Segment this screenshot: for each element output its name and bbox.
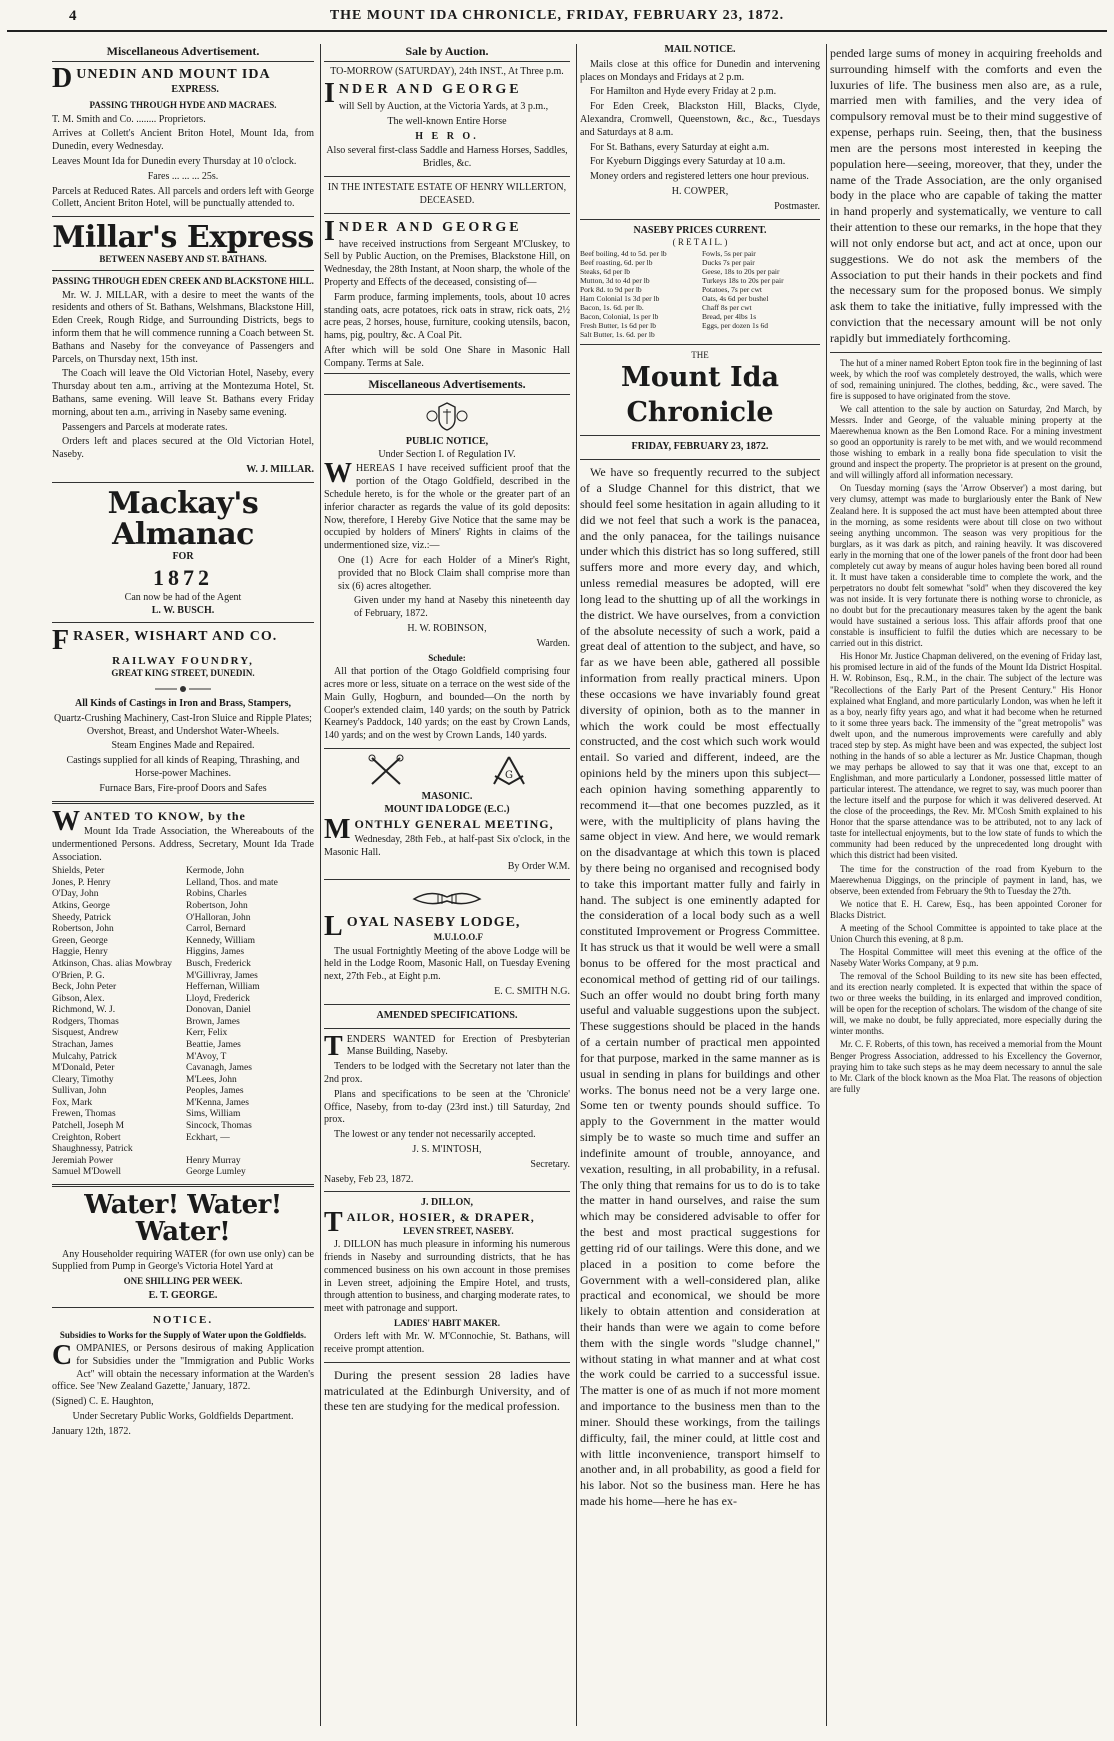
person-name: Green, George bbox=[52, 935, 108, 946]
person-name: Shaughnessy, Patrick bbox=[52, 1144, 133, 1155]
column-2 bbox=[324, 44, 577, 1726]
ad-heading: UNEDIN AND MOUNT IDA bbox=[76, 67, 271, 83]
column-3 bbox=[580, 44, 827, 1726]
ad-heading: NDER AND GEORGE bbox=[338, 82, 522, 98]
ad-after: After which will be sold One Share in Masonic Hall Company. Terms at Sale. bbox=[324, 344, 570, 369]
news-paragraph: The Hospital Committee will meet this evening at the office of the Naseby Water Works Company, at 9 p.m. bbox=[830, 946, 1102, 969]
foundry-item: Steam Engines Made and Repaired. bbox=[111, 740, 255, 752]
ad-title: PUBLIC NOTICE, bbox=[405, 435, 489, 447]
ad-signature-title: Warden. bbox=[536, 637, 570, 649]
ad-date: January 12th, 1872. bbox=[52, 1425, 131, 1437]
news-paragraph: His Honor Mr. Justice Chapman delivered, on the evening of Friday last, his promised lecture in aid of the funds of the Mount Ida District Hospital. H. W. Robinson, Esq., R.M., in the chair. The subject of the lecture was "Recollections of the Early Part of the Present Century." His Honor explained what England, and more particularly London, was when he left it as a boy, nearly fifty years ago, and what it had become when he returned to it some three years back. The immensity of the "great metropolis" was dwelt upon, and the numerous improvements were carefully and ably traced step by step. As might have been and was expected, the subject lost nothing in the hands of so able a lecturer as Mr. Justice Chapman, though we may perhaps be allowed to say that it was one that, except to an Englishman, and more particularly a Londoner, possessed little matter of particular interest. The attendance, we regret to say, was much poorer than the lecture itself and the purpose for which it was delivered deserved. At the close of the proceedings, the Rev. Mr. M'Cosh Smith explained to his Honor that the sparse attendance was to be attributed, not to any lack of taste for intellectual enjoyments, but to the low state of funds to which the community had been reduced by the unprecedented long drought with which this district had been visited. bbox=[830, 651, 1102, 861]
almanac-year: 1872 bbox=[153, 564, 213, 590]
person-name: O'Day, John bbox=[52, 889, 99, 900]
person-name: Kennedy, William bbox=[186, 935, 256, 946]
mail-notice-line: For Hamilton and Hyde every Friday at 2 p.m. bbox=[590, 86, 777, 98]
ad-lodge: MOUNT IDA LODGE (E.C.) bbox=[384, 803, 510, 815]
ad-body: have received instructions from Sergeant M'Cluskey, to Sell by Public Auction, on the Premises, Blackstone Hill, on Wednesday, the 28th Instant, at Noon sharp, the whole of the Property and Effects of the deceased, consisting of— bbox=[324, 238, 570, 288]
ad-agent-name: L. W. BUSCH. bbox=[151, 604, 215, 616]
ad-title: NOTICE. bbox=[152, 1314, 214, 1327]
ad-subheading: Under Section I. of Regulation IV. bbox=[378, 448, 516, 460]
ad-body: Mr. W. J. MILLAR, with a desire to meet the wants of the residents and others of St. Bathans, Welshmans, Blackstone Hill, Eden Creek, Rough Ridge, and Surrounding Districts, begs to inform them that he will commence running a Coach between St. Bathans and Naseby for the conveyance of Passengers and Parcels, on Thursday next, 15th inst. bbox=[52, 289, 314, 365]
person-name: Robertson, John bbox=[52, 924, 114, 935]
ad-orders: Orders left with Mr. W. M'Connochie, St. Bathans, will receive prompt attention. bbox=[324, 1331, 570, 1356]
ad-date: TO-MORROW (SATURDAY), 24th INST., At Three p.m. bbox=[330, 66, 564, 78]
price-item: Bacon, 1s. 6d. per lb. bbox=[580, 302, 644, 312]
ad-size: One (1) Acre for each Holder of a Miner's Right, provided that no Block Claim shall comprise more than six (6) acres altogether. bbox=[338, 555, 570, 592]
news-paragraph: During the present session 28 ladies have matriculated at the Edinburgh University, and of these ten are studying for the medical profession. bbox=[324, 1368, 570, 1414]
price-item: Eggs, per dozen 1s 6d bbox=[702, 320, 769, 330]
masthead-title: THE MOUNT IDA CHRONICLE, FRIDAY, FEBRUARY 23, 1872. bbox=[329, 8, 785, 23]
price-item: Fresh Butter, 1s 6d per lb bbox=[580, 320, 656, 330]
drop-cap: C bbox=[52, 1340, 73, 1372]
person-name: Richmond, W. J. bbox=[52, 1005, 116, 1016]
person-name: Gibson, Alex. bbox=[52, 993, 105, 1004]
missing-persons-list bbox=[52, 866, 314, 1179]
chronicle-title: Mount Ida Chronicle bbox=[620, 362, 780, 428]
prices-title: NASEBY PRICES CURRENT. bbox=[633, 224, 767, 236]
ad-body: Mount Ida Trade Association, the Whereabouts of the undermentioned Persons. Address, Secretary, Mount Ida Trade Association. bbox=[52, 825, 314, 863]
masonic-emblems bbox=[324, 754, 570, 788]
ad-title: AMENDED SPECIFICATIONS. bbox=[376, 1009, 518, 1021]
person-name: Lelland, Thos. and mate bbox=[186, 877, 278, 888]
masonic-ad bbox=[324, 754, 570, 874]
ad-subheading: M.U.I.O.O.F bbox=[433, 932, 483, 943]
ad-body: HEREAS I have received sufficient proof that the portion of the Otago Goldfield, described in the Schedule hereto, is for the whole or the greater part of an inferior character as regards the value of its gold deposits: Now, therefore, I Hereby Give Notice that the same may be occupied by holders of Miners' Rights in claims of the undermentioned size, viz.:— bbox=[324, 463, 570, 552]
news-paragraph: A meeting of the School Committee is appointed to take place at the Union Church this evening, at 8 p.m. bbox=[830, 922, 1102, 944]
person-name: Atkins, George bbox=[52, 901, 110, 912]
person-name: Cleary, Timothy bbox=[52, 1074, 114, 1085]
ad-items: Farm produce, farming implements, tools, about 10 acres standing oats, acre potatoes, rick oats in straw, rick oats, 2½ acre peas, 2 horses, house, furniture, cooking utensils, bacon, hams, pig, poultry, &c. A Coal Pit. bbox=[324, 291, 570, 342]
ad-heading: ANTED TO KNOW, by the bbox=[84, 808, 246, 823]
notice-ad bbox=[52, 1313, 314, 1438]
mail-notice-line: Mails close at this office for Dunedin and intervening places on Mondays and Fridays at 2 p.m. bbox=[580, 58, 820, 83]
person-name: Haggie, Henry bbox=[52, 947, 108, 958]
ad-body: will Sell by Auction, at the Victoria Yards, at 3 p.m., bbox=[338, 101, 549, 113]
ad-fares: Fares ... ... ... 25s. bbox=[147, 170, 219, 182]
ad-body: Plans and specifications to be seen at the 'Chronicle' Office, Naseby, from to-day (23rd inst.) till Saturday, 2nd prox. bbox=[324, 1088, 570, 1126]
price-item: Geese, 18s to 20s per pair bbox=[702, 266, 780, 276]
ad-subheading: Subsidies to Works for the Supply of Water upon the Goldfields. bbox=[59, 1329, 307, 1340]
chronicle-date: FRIDAY, FEBRUARY 23, 1872. bbox=[631, 441, 769, 453]
mail-notice-line: For St. Bathans, every Saturday at eight a.m. bbox=[590, 141, 770, 153]
ad-signature: H. W. ROBINSON, bbox=[407, 623, 487, 635]
ad-body: Wednesday, 28th Feb., at half-past Six o'clock, in the Masonic Hall. bbox=[324, 833, 570, 858]
person-name: Jones, P. Henry bbox=[52, 877, 111, 888]
misc-advertisements-header: Miscellaneous Advertisements. bbox=[324, 373, 570, 395]
foundry-item: Quartz-Crushing Machinery, Cast-Iron Sluice and Ripple Plates; Overshot, Breast, and Undershot Water-Wheels. bbox=[54, 712, 312, 737]
ad-office: Under Secretary Public Works, Goldfields Department. bbox=[72, 1411, 294, 1422]
dunedin-express-ad bbox=[52, 63, 314, 211]
ad-signature: W. J. MILLAR. bbox=[246, 464, 314, 476]
ad-subheading: EXPRESS. bbox=[171, 84, 219, 96]
mail-signature: H. COWPER, bbox=[671, 185, 729, 197]
price-item: Mutton, 3d to 4d per lb bbox=[580, 275, 650, 285]
ad-agent: Can now be had of the Agent bbox=[124, 591, 242, 603]
clasped-hands-icon bbox=[324, 885, 570, 911]
ad-date: Naseby, Feb 23, 1872. bbox=[324, 1173, 414, 1185]
person-name: O'Brien, P. G. bbox=[52, 970, 105, 981]
ad-body: The usual Fortnightly Meeting of the above Lodge will be held in the Lodge Room, Masonic Hall, on Tuesday Evening next, 27th Feb., at Eight p.m. bbox=[324, 945, 570, 983]
person-name: Peoples, James bbox=[186, 1086, 244, 1097]
price-item: Salt Butter, 1s. 6d. per lb bbox=[580, 329, 655, 339]
foundry-ad bbox=[52, 625, 314, 795]
person-name: Kerr, Felix bbox=[186, 1028, 228, 1039]
names-left-column bbox=[52, 866, 180, 1179]
person-name: M'Gillivray, James bbox=[186, 970, 258, 981]
mail-notice-line: Money orders and registered letters one hour previous. bbox=[590, 171, 809, 183]
ad-signature: J. S. M'INTOSH, bbox=[412, 1144, 482, 1156]
schedule-title: Schedule: bbox=[428, 652, 466, 663]
news-paragraph: On Tuesday morning (says the 'Arrow Observer') a most daring, but very clumsy, attempt was made to burglariously enter the Bank of New Zealand here. It is supposed the act must have been attempted about three in the morning, as some residents were about till close on two without seeing anything uncommon. The season was very propitious for the burglars, as it was dark as pitch, and raining heavily. It was discovered early in the morning that one of the lower panels of the front door had been completely cut away by means of augur holes having been bored all round it. It must have taken a considerable time to complete the work, and the perpetrators no doubt felt somewhat "sold" when they discovered the key was not inside. It is very fortunate there is nothing worse to chronicle, as no doubt but for the precautionary measures taken by the agent the bank would have sustained a serious loss. This affair affords proof that one constable is insufficient to fulfil the duties which are necessary to be carried out in this district. bbox=[830, 483, 1102, 649]
person-name: M'Avoy, T bbox=[186, 1051, 227, 1062]
prices-left-column bbox=[580, 249, 698, 339]
person-name: George Lumley bbox=[186, 1167, 246, 1178]
foundry-item: All Kinds of Castings in Iron and Brass, Stampers, bbox=[75, 697, 291, 709]
person-name: M'Lees, John bbox=[186, 1074, 237, 1085]
loyal-naseby-lodge-ad bbox=[324, 885, 570, 999]
misc-advertisement-header: Miscellaneous Advertisement. bbox=[52, 44, 314, 62]
prices-subtitle: ( R E T A I L. ) bbox=[672, 237, 728, 248]
person-name: Sincock, Thomas bbox=[186, 1121, 252, 1132]
almanac-ad bbox=[52, 485, 314, 618]
person-name: Robertson, John bbox=[186, 901, 248, 912]
ad-signature: By Order W.M. bbox=[507, 861, 570, 873]
person-name: Beattie, James bbox=[186, 1039, 241, 1050]
person-name bbox=[186, 1144, 314, 1156]
person-name: Fox, Mark bbox=[52, 1097, 93, 1108]
ad-heading: ENDERS WANTED for Erection of Presbyterian Manse Building, Naseby. bbox=[346, 1033, 570, 1058]
amended-specifications-ad bbox=[324, 1010, 570, 1187]
person-name: M'Kenna, James bbox=[186, 1097, 249, 1108]
person-name: Henry Murray bbox=[186, 1155, 241, 1166]
person-name: Patchell, Joseph M bbox=[52, 1121, 125, 1132]
wanted-to-know-ad bbox=[52, 805, 314, 1179]
ad-signature: (Signed) C. E. Haughton, bbox=[52, 1396, 154, 1408]
news-paragraph: The removal of the School Building to its new site has been effected, and its erection nearly completed. It is expected that within the space of two or three weeks the building, in its enlarged and improved condition, will be open for the reception of scholars. The wisdom of the change of site will, we make no doubt, be fully appreciated, more especially during the winter months. bbox=[830, 971, 1102, 1037]
person-name: Frewen, Thomas bbox=[52, 1109, 116, 1120]
ad-body: Also several first-class Saddle and Harness Horses, Saddles, Bridles, &c. bbox=[326, 145, 568, 170]
ad-body: The Coach will leave the Old Victorian Hotel, Naseby, every Thursday about ten a.m., arriving at the Montezuma Hotel, St. Bathans, same evening. Will leave St. Bathans every Friday morning, about ten a.m., arriving in Naseby same evening. bbox=[52, 368, 314, 418]
drop-cap: W bbox=[52, 805, 80, 837]
ad-for: FOR bbox=[172, 550, 194, 562]
prices-table bbox=[580, 249, 820, 339]
person-name: Sheedy, Patrick bbox=[52, 912, 112, 923]
masthead bbox=[7, 4, 1107, 32]
person-name: Lloyd, Frederick bbox=[186, 993, 250, 1004]
ad-route: PASSING THROUGH EDEN CREEK AND BLACKSTONE HILL. bbox=[52, 276, 314, 287]
person-name: Cavanagh, James bbox=[186, 1063, 252, 1074]
person-name: Brown, James bbox=[186, 1016, 240, 1027]
mail-notice-line: For Eden Creek, Blackston Hill, Blacks, Clyde, Alexandra, Cromwell, Queenstown, &c., &c., Tuesdays and Saturdays at 8 a.m. bbox=[580, 101, 820, 138]
person-name: Mulcahy, Patrick bbox=[52, 1051, 117, 1062]
dillon-tailor-ad bbox=[324, 1197, 570, 1357]
square-compass-icon bbox=[489, 754, 529, 788]
ad-name: J. DILLON, bbox=[421, 1197, 473, 1209]
price-item: Chaff 8s per cwt bbox=[702, 302, 752, 312]
coat-of-arms-icon bbox=[324, 399, 570, 433]
ad-body: Orders left and places secured at the Old Victorian Hotel, Naseby. bbox=[52, 436, 314, 461]
price-item: Ham Colonial 1s 3d per lb bbox=[580, 293, 660, 303]
foundry-item: Furnace Bars, Fire-proof Doors and Safes bbox=[99, 782, 267, 794]
mail-notice-line: For Kyeburn Diggings every Saturday at 10 a.m. bbox=[590, 156, 786, 168]
person-name: Atkinson, Chas. alias Mowbray bbox=[52, 958, 173, 969]
price-item: Turkeys 18s to 20s per pair bbox=[702, 275, 784, 285]
ad-street: GREAT KING STREET, DUNEDIN. bbox=[111, 668, 255, 679]
person-name: Busch, Frederick bbox=[186, 958, 251, 969]
column-1 bbox=[52, 44, 321, 1726]
price-item: Pork 8d. to 9d per lb bbox=[580, 284, 642, 294]
millar-express-ad bbox=[52, 222, 314, 477]
ad-body: Any Householder requiring WATER (for own use only) can be Supplied from Pump in George's Victoria Hotel Yard at bbox=[52, 1248, 314, 1273]
price-item: Beef boiling, 4d to 5d. per lb bbox=[580, 248, 667, 258]
drop-cap: M bbox=[324, 813, 351, 845]
ad-title: Mackay's Almanac bbox=[107, 485, 259, 553]
ad-body: The well-known Entire Horse bbox=[387, 115, 507, 127]
ad-arrives: Arrives at Collett's Ancient Briton Hotel, Mount Ida, from Dunedin, every Wednesday. bbox=[52, 128, 314, 153]
person-name: Heffernan, William bbox=[186, 982, 260, 993]
ad-body: Passengers and Parcels at moderate rates. bbox=[62, 421, 228, 433]
ornament-icon bbox=[52, 683, 314, 695]
prices-right-column bbox=[702, 249, 820, 339]
page-number: 4 bbox=[69, 8, 77, 24]
editorial-text: We have so frequently recurred to the subject of a Sludge Channel for this district, that we should feel some hesitation in again alluding to it did we not feel that such a work is the panacea, and the only panacea, for the tailings nuisance under which this district has so long suffered, still suffers more and more every day, and which, unless remedial measures be adopted, will ere long lead to the shutting up of all the workings in the district. We have ourselves, from a conviction of the absolute necessity of such a work, paid a great deal of attention to the subject, and have, so far as we have been able, gathered all possible information from really practical miners. Upon these occasions we have invariably found great diversity of opinion, both as to the manner in which the work could be most effectually constructed, and the cost which such work would entail. So varied and different, indeed, are the opinions held by the miners upon this subject—each opinion having something apparently to recommend it—that one becomes puzzled, as it were, with the multiplicity of plans having the same object in view. And here, we would remark on the disadvantage at which this town is placed by there being no organised and recognised body to take this important matter fully and fairly in hand. The subject is one eminently adapted for the consideration of a local body such as a well constituted Improvement or Progress Committee. It has struck us that it would be well were a small bonus to be offered for the most practical and economical method of getting rid of our tailings. Such an offer would no doubt bring forth many useful and valuable suggestions upon the subject. These suggestions should be placed in the hands of a certain number of practical men appointed for that purpose, marked in the same manner as is usual in sending in plans for buildings and other works. The bonus need not be a very large one. Some ten or twenty pounds should suffice. To apply to the Government in the matter would simply be to waste so much time and suffer an indefinite amount of trouble, annoyance, and vexation, resulting, in all probability, in a refusal. The only thing that remains for us to do is to take the matter in hand ourselves, and raise the sum which may be considered advisable to offer for the best and most practical suggestions for getting rid of our tailings. Were this done, and we placed in a position to come before the Government with a well-considered plan, alike practical and economical, we should be more likely to obtain attention and consideration at their hands than were we again to come before them with the single words "sludge channel," without stating in what manner and at what cost the work could be carried to a successful issue. The matter is one of as much if not more moment and importance to the business men than to the miner. Should these workings, from the tailings difficulty, fail, the miner could, at little cost and with little inconvenience, transport himself to another and, in all probability, as good a field for his labor. Not so the business man. Here he has made his home—here he has ex- bbox=[580, 465, 820, 1509]
ad-given: Given under my hand at Naseby this nineteenth day of February, 1872. bbox=[354, 595, 570, 620]
ad-signature: E. C. SMITH N.G. bbox=[494, 986, 570, 998]
ad-title: MASONIC. bbox=[421, 790, 473, 802]
news-paragraph: The time for the construction of the road from Kyeburn to the Maerewhenua Diggings, on the principle of payment in land, has, we observe, been extended from February the 9th to Tuesday the 27th. bbox=[830, 863, 1102, 896]
mail-signature-title: Postmaster. bbox=[774, 200, 820, 212]
editorial-continued: pended large sums of money in acquiring freeholds and surrounding himself with the comforts and even the luxuries of life. The business men also are, as a rule, married men with families, and the very idea of compulsory removal must be to their mind suggestive of expense, perhaps ruin. Seeing, then, that the business men are the persons most interested in keeping the population here—seeing, moreover, that they, under the name of the Trade Association, are the only organised body in the place who are capable of taking the matter in hand properly and systematically, we venture to call their attention to these our remarks, in the hope that they will not only endorse but act, and act at once, upon our suggestions. We do not ask the members of the Association to put their hands in their pockets and find the necessary sum for the proposed bonus. We simply ask them to take the initiative, fully impressed with the conviction that the necessary amount will be not only rapidly but immediately forthcoming. bbox=[830, 46, 1102, 345]
ad-body: The lowest or any tender not necessarily accepted. bbox=[334, 1129, 536, 1141]
price-item: Potatoes, 7s per cwt bbox=[702, 284, 762, 294]
person-name: Sullivan, John bbox=[52, 1086, 107, 1097]
auction-hero-ad bbox=[324, 66, 570, 171]
person-name: Higgins, James bbox=[186, 947, 245, 958]
drop-cap: F bbox=[52, 625, 70, 657]
person-name: O'Halloran, John bbox=[186, 912, 251, 923]
estate-auction-ad bbox=[324, 182, 570, 370]
names-right-column bbox=[186, 866, 314, 1179]
foundry-item: Castings supplied for all kinds of Reaping, Thrashing, and Horse-power Machines. bbox=[66, 755, 300, 779]
price-item: Ducks 7s per pair bbox=[702, 257, 755, 267]
ad-heading: RASER, WISHART AND CO. bbox=[73, 629, 278, 645]
newspaper-page bbox=[7, 4, 1107, 1734]
person-name: Eckhart, — bbox=[186, 1132, 230, 1143]
news-items bbox=[830, 358, 1102, 1095]
schedule-body: All that portion of the Otago Goldfield comprising four acres more or less, situate on a terrace on the west side of the Main Gully, Hogburn, and bounded—On the north by Cooper's extended claim, 140 yards; on the south by Patrick Kearney's Paddock, 140 yards; on the east by Crown Lands, 140 yards; and on the west by Crown Lands, 140 yards. bbox=[324, 666, 570, 742]
price-item: Steaks, 6d per lb bbox=[580, 266, 630, 276]
ad-heading: IN THE INTESTATE ESTATE OF HENRY WILLERTON, DECEASED. bbox=[327, 182, 567, 206]
drop-cap: T bbox=[324, 1207, 343, 1239]
ad-body: OMPANIES, or Persons desirous of making Application for Subsidies under the "Immigration and Public Works Act" will obtain the necessary information at the Warden's office. See 'New Zealand Gazette,' January, 1872. bbox=[52, 1343, 314, 1393]
drop-cap: I bbox=[324, 78, 335, 110]
drop-cap: D bbox=[52, 63, 73, 95]
person-name: Shields, Peter bbox=[52, 866, 105, 877]
person-name: Kermode, John bbox=[186, 866, 245, 877]
ad-heading: OYAL NASEBY LODGE, bbox=[346, 915, 521, 931]
price-item: Bread, per 4lbs 1s bbox=[702, 311, 757, 321]
drop-cap: L bbox=[324, 911, 343, 943]
news-paragraph: We call attention to the sale by auction on Saturday, 2nd March, by Messrs. Inder and George, of the valuable mining property at the Maerewhenua known as the Ben Lomond Race. For a mining investment so good an opportunity is rarely to be met with, and we would recommend those wishing to embark in a really bona fide speculation to visit the ground and inspect the property. The proprietor is at present on the ground, and will willingly afford all information necessary. bbox=[830, 403, 1102, 481]
price-item: Bacon, Colonial, 1s per lb bbox=[580, 311, 659, 321]
ad-between: BETWEEN NASEBY AND ST. BATHANS. bbox=[99, 253, 267, 264]
ad-subheading: RAILWAY FOUNDRY, bbox=[112, 655, 254, 668]
price-item: Beef roasting, 6d. per lb bbox=[580, 257, 653, 267]
price-item: Fowls, 5s per pair bbox=[702, 248, 756, 258]
horse-name: H E R O. bbox=[415, 130, 479, 142]
ad-habit: LADIES' HABIT MAKER. bbox=[393, 1317, 501, 1328]
drop-cap: I bbox=[324, 215, 335, 247]
person-name: M'Donald, Peter bbox=[52, 1063, 115, 1074]
news-paragraph: The hut of a miner named Robert Epton took fire in the beginning of last week, by which the roof was completely destroyed, the walls, which were of sod, remaining uninjured. The clothes, bedding, &c., were saved. The fire is supposed to have originated from the stove. bbox=[830, 357, 1102, 401]
ad-title: Millar's Express bbox=[52, 220, 314, 256]
ad-heading: AILOR, HOSIER, & DRAPER, bbox=[346, 1210, 535, 1225]
person-name: Strachan, James bbox=[52, 1039, 114, 1050]
ad-proprietors: T. M. Smith and Co. ........ Proprietors. bbox=[52, 113, 206, 125]
ad-heading: ONTHLY GENERAL MEETING, bbox=[354, 816, 554, 831]
ad-firm: NDER AND GEORGE bbox=[338, 219, 522, 235]
news-paragraph: Mr. C. F. Roberts, of this town, has received a memorial from the Mount Benger Progress Association, addressed to his Excellency the Governor, praying him to take such steps as he may deem necessary to annul the sale to Mr. Clark of the block known as the Moa Flat. The reasons of objection are fully bbox=[830, 1039, 1102, 1094]
ad-body: Tenders to be lodged with the Secretary not later than the 2nd prox. bbox=[324, 1061, 570, 1086]
chronicle-the: THE bbox=[691, 349, 709, 360]
mail-notice-body bbox=[580, 59, 820, 184]
ad-body: J. DILLON has much pleasure in informing his numerous friends in Naseby and surrounding districts, that he has commenced business on his own account in those premises in Leven street, adjoining the Empire Hotel, and trusts, through attention to business, and charging moderate rates, to meet with patronage and support. bbox=[324, 1239, 570, 1315]
person-name: Rodgers, Thomas bbox=[52, 1016, 119, 1027]
public-notice-ad bbox=[324, 399, 570, 743]
person-name: Samuel M'Dowell bbox=[52, 1167, 121, 1178]
ad-parcels: Parcels at Reduced Rates. All parcels and orders left with George Collett, Ancient Briton Hotel, will be punctually attended to. bbox=[52, 185, 314, 210]
person-name: Donovan, Daniel bbox=[186, 1005, 251, 1016]
person-name: Sisquest, Andrew bbox=[52, 1028, 119, 1039]
person-name: Robins, Charles bbox=[186, 889, 247, 900]
ad-price: ONE SHILLING PER WEEK. bbox=[123, 1276, 243, 1287]
person-name: Creighton, Robert bbox=[52, 1132, 121, 1143]
ad-route: PASSING THROUGH HYDE AND MACRAES. bbox=[89, 100, 277, 111]
ad-leaves: Leaves Mount Ida for Dunedin every Thursday at 10 o'clock. bbox=[52, 155, 297, 167]
ad-signature-title: Secretary. bbox=[530, 1158, 570, 1170]
auction-header: Sale by Auction. bbox=[324, 44, 570, 62]
drop-cap: W bbox=[324, 458, 352, 490]
ad-signature: E. T. GEORGE. bbox=[148, 1289, 218, 1301]
mail-notice-title: MAIL NOTICE. bbox=[664, 44, 736, 55]
person-name: Jeremiah Power bbox=[52, 1155, 113, 1166]
person-name: Carrol, Bernard bbox=[186, 924, 246, 935]
svg-text:G: G bbox=[504, 769, 513, 781]
ad-street: LEVEN STREET, NASEBY. bbox=[403, 1225, 514, 1236]
drop-cap: T bbox=[324, 1030, 343, 1062]
news-paragraph: We notice that E. H. Carew, Esq., has been appointed Coroner for Blacks District. bbox=[830, 898, 1102, 920]
person-name: Sims, William bbox=[186, 1109, 241, 1120]
ad-title: Water! Water! Water! bbox=[84, 1189, 282, 1248]
person-name: Beck, John Peter bbox=[52, 982, 117, 993]
water-ad bbox=[52, 1189, 314, 1303]
price-item: Oats, 4s 6d per bushel bbox=[702, 293, 769, 303]
column-4 bbox=[830, 44, 1102, 1726]
crossed-keys-icon bbox=[366, 754, 406, 788]
